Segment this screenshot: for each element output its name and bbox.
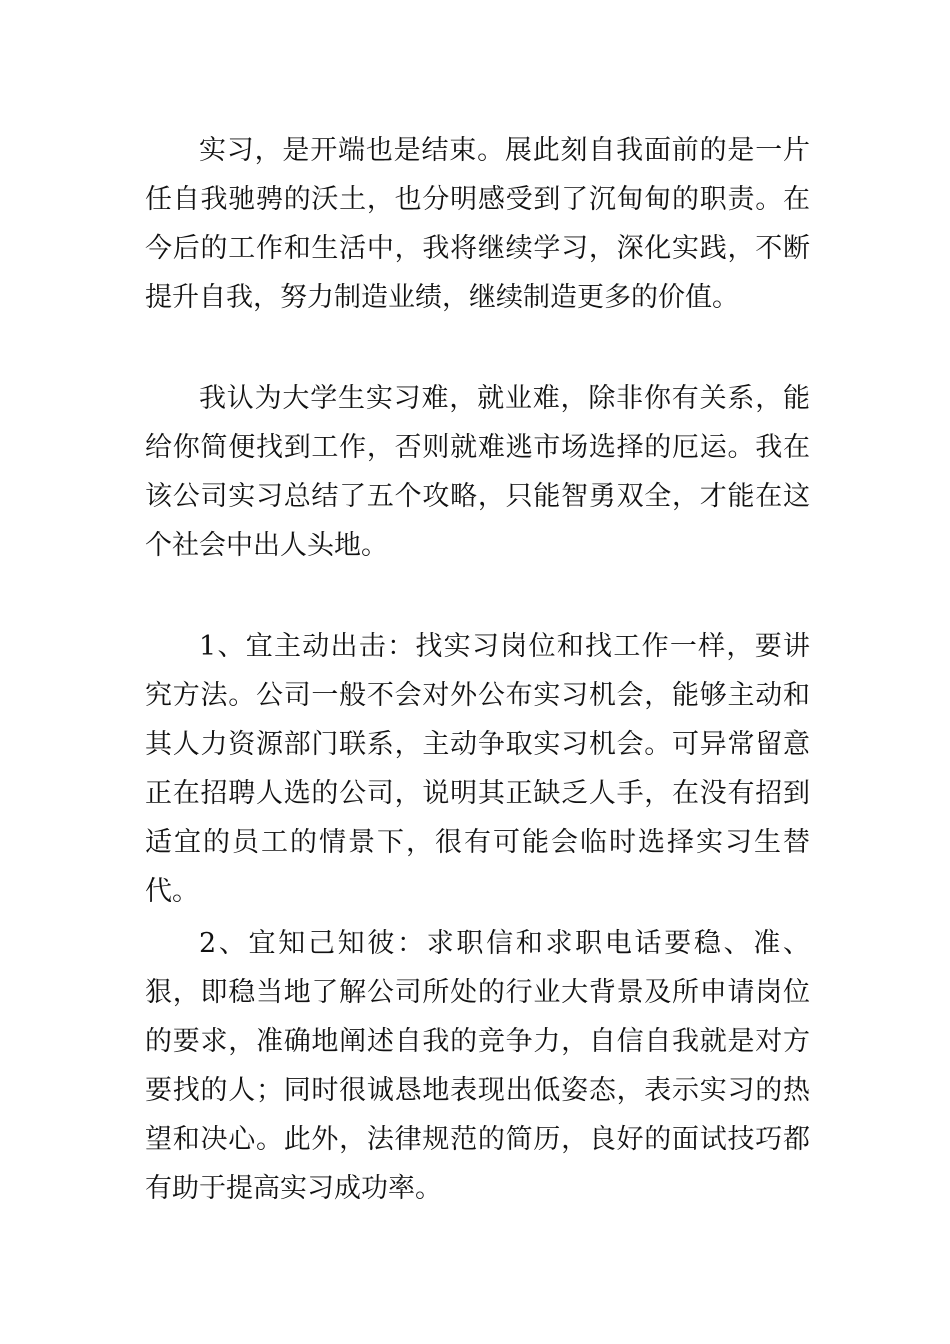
paragraph-internship-reflection: 实习，是开端也是结束。展此刻自我面前的是一片任自我驰骋的沃土，也分明感受到了沉甸甸的职责。在今后的工作和生活中，我将继续学习，深化实践，不断提升自我，努力制造业绩，继续制造更多的价值。 (145, 135, 810, 313)
paragraph-employment-difficulty: 我认为大学生实习难，就业难，除非你有关系，能给你简便找到工作，否则就难逃市场选择的厄运。我在该公司实习总结了五个攻略，只能智勇双全，才能在这个社会中出人头地。 (145, 383, 810, 561)
paragraph-tip-1-take-initiative: 1、宜主动出击：找实习岗位和找工作一样，要讲究方法。公司一般不会对外公布实习机会，能够主动和其人力资源部门联系，主动争取实习机会。可异常留意正在招聘人选的公司，说明其正缺乏人手，在没有招到适宜的员工的情景下，很有可能会临时选择实习生替代。 (145, 631, 810, 907)
paragraph-tip-2-know-yourself: 2、宜知己知彼：求职信和求职电话要稳、准、狠，即稳当地了解公司所处的行业大背景及所申请岗位的要求，准确地阐述自我的竞争力，自信自我就是对方要找的人；同时很诚恳地表现出低姿态，表示实习的热望和决心。此外，法律规范的简历，良好的面试技巧都有助于提高实习成功率。 (145, 928, 810, 1204)
